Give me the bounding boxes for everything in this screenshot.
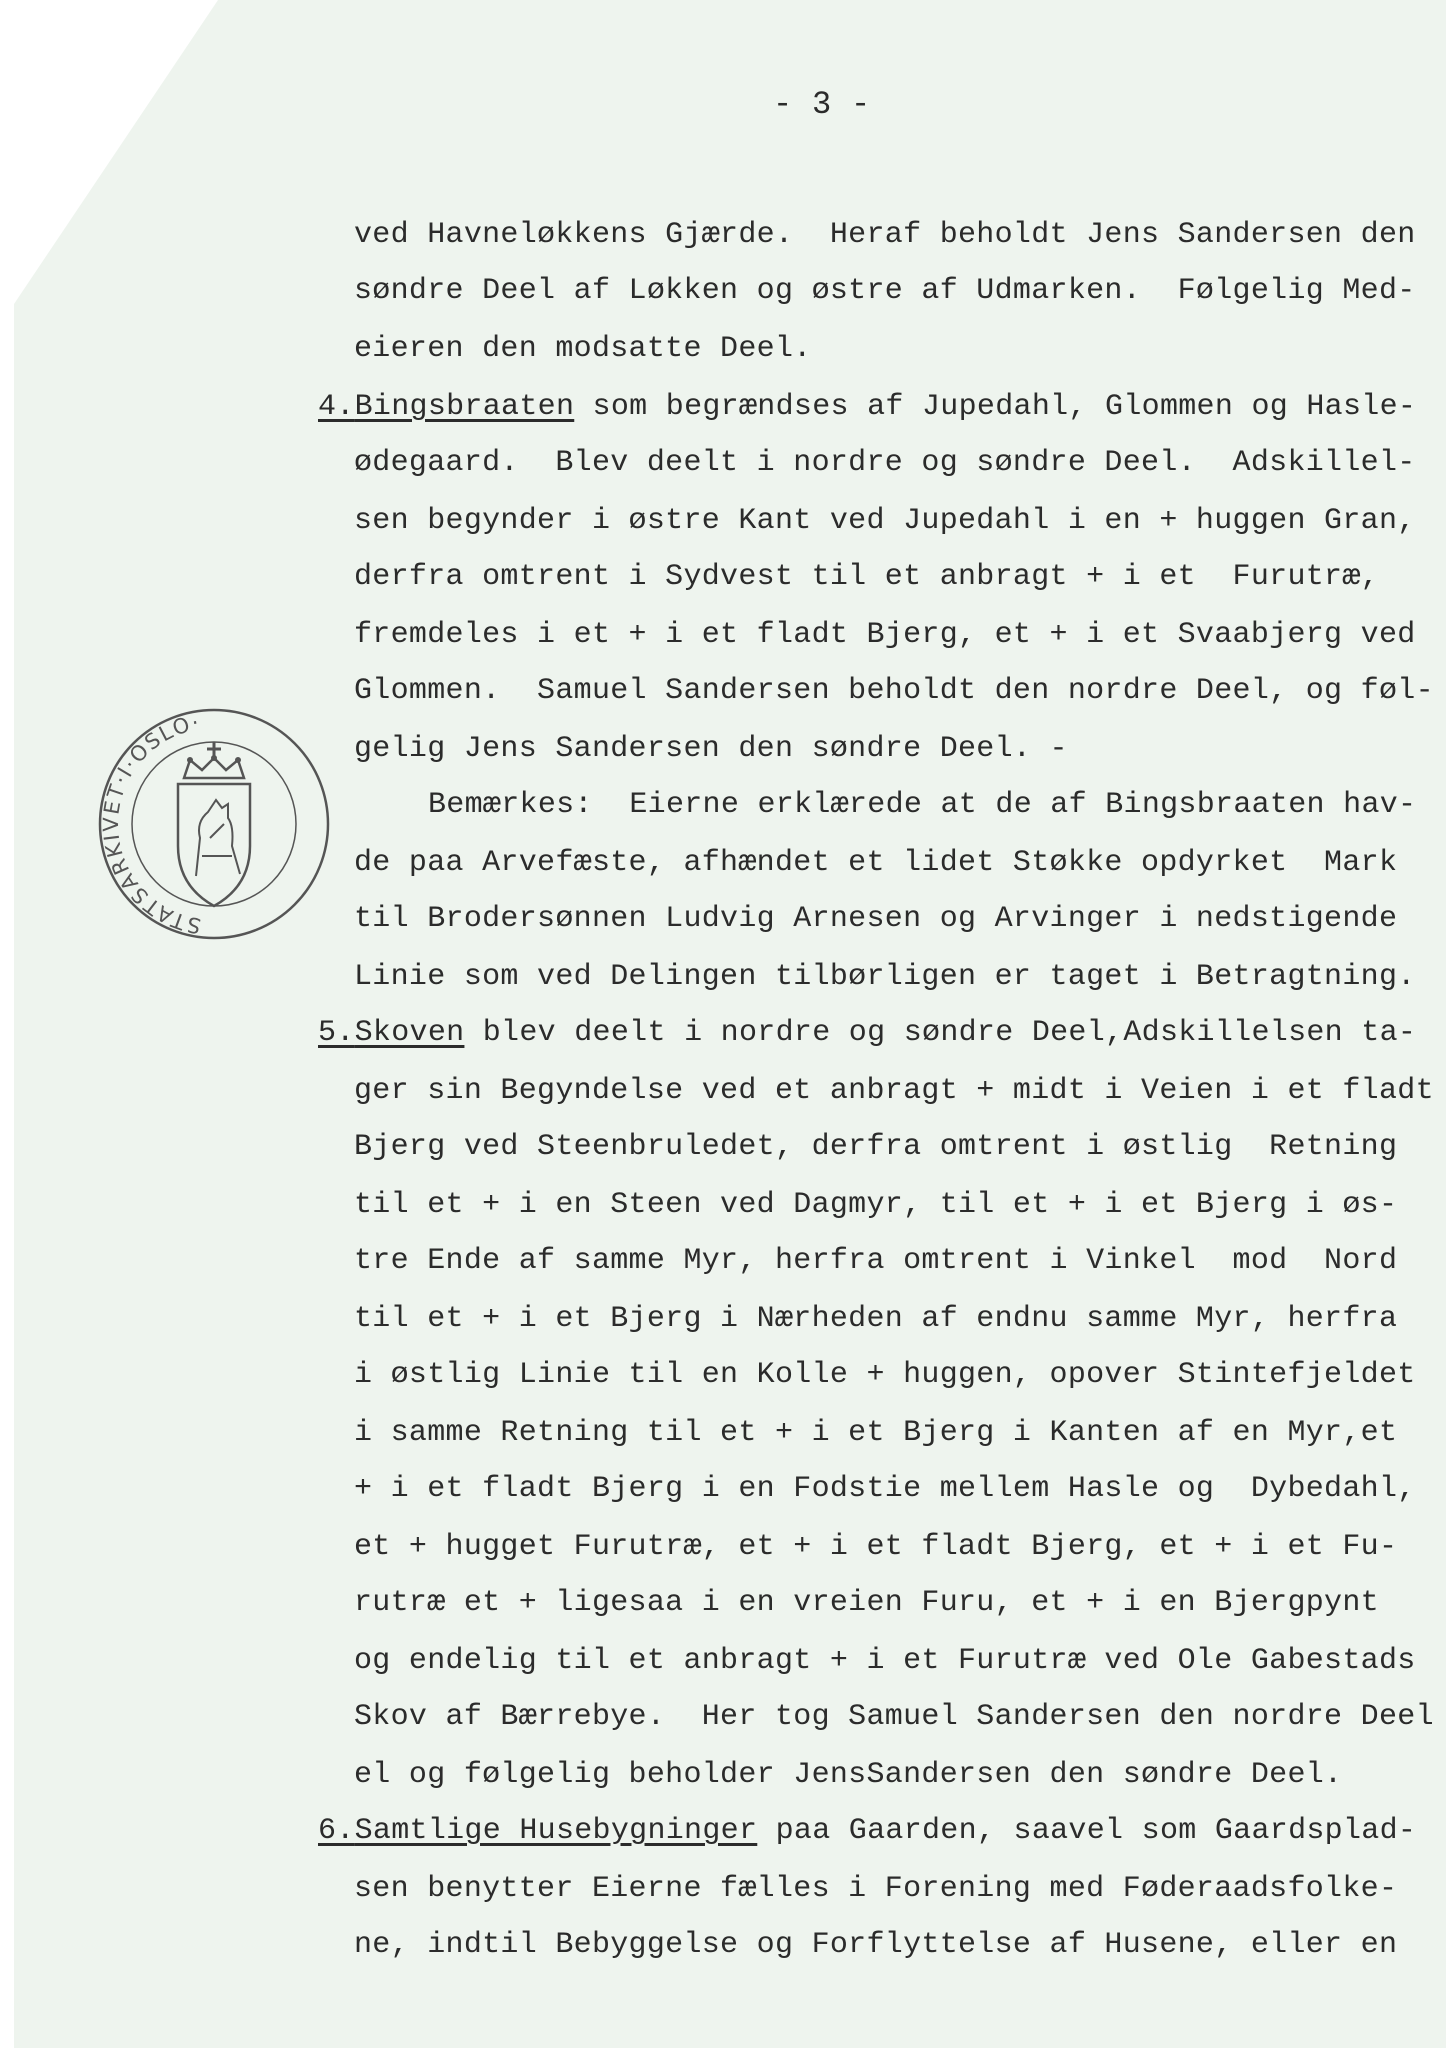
text-line: Bjerg ved Steenbruledet, derfra omtrent i østlig Retning xyxy=(354,1130,1398,1164)
section-heading: Bingsbraaten xyxy=(354,390,575,424)
text-line: til et + i et Bjerg i Nærheden af endnu samme Myr, herfra xyxy=(354,1302,1398,1336)
text-line: ødegaard. Blev deelt i nordre og søndre Deel. Adskillel- xyxy=(354,446,1416,480)
text-line: Glommen. Samuel Sandersen beholdt den nordre Deel, og føl- xyxy=(354,674,1434,708)
stamp-ring-text: STATSARKIVET·I·OSLO· xyxy=(99,709,203,939)
text-line: ger sin Begyndelse ved et anbragt + midt i Veien i et fladt xyxy=(354,1074,1434,1108)
text-line: og endelig til et anbragt + i et Furutræ ved Ole Gabestads xyxy=(354,1644,1416,1678)
text-line: Bemærkes: Eierne erklærede at de af Bingsbraaten hav- xyxy=(428,788,1417,822)
text-line xyxy=(318,390,1416,424)
archive-stamp xyxy=(96,706,332,950)
text-line: eieren den modsatte Deel. xyxy=(354,332,812,366)
text-run: som begrændses af Jupedahl, Glommen og Hasle- xyxy=(574,390,1417,424)
page-number: - 3 - xyxy=(773,86,871,123)
text-line: de paa Arvefæste, afhændet et lidet Støkke opdyrket Mark xyxy=(354,846,1398,880)
text-line: ne, indtil Bebyggelse og Forflyttelse af Husene, eller en xyxy=(354,1928,1398,1962)
text-line: i samme Retning til et + i et Bjerg i Kanten af en Myr,et xyxy=(354,1416,1398,1450)
text-run: paa Gaarden, saavel som Gaardsplad- xyxy=(757,1814,1417,1848)
text-line: + i et fladt Bjerg i en Fodstie mellem Hasle og Dybedahl, xyxy=(354,1472,1416,1506)
text-line: til Brodersønnen Ludvig Arnesen og Arvinger i nedstigende xyxy=(354,902,1398,936)
section-number: 6. xyxy=(318,1814,355,1848)
text-run: blev deelt i nordre og søndre Deel,Adskillelsen ta- xyxy=(464,1016,1417,1050)
text-line: til et + i en Steen ved Dagmyr, til et + i et Bjerg i øs- xyxy=(354,1188,1398,1222)
text-line: derfra omtrent i Sydvest til et anbragt + i et Furutræ, xyxy=(354,560,1379,594)
text-line xyxy=(318,1016,1416,1050)
text-line: i østlig Linie til en Kolle + huggen, opover Stintefjeldet xyxy=(354,1358,1416,1392)
text-line: Linie som ved Delingen tilbørligen er taget i Betragtning. xyxy=(354,960,1416,994)
section-number: 5. xyxy=(318,1016,355,1050)
lion-shield-icon xyxy=(178,742,250,906)
section-heading: Samtlige Husebygninger xyxy=(354,1814,758,1848)
text-line: Skov af Bærrebye. Her tog Samuel Sandersen den nordre Deel xyxy=(354,1700,1434,1734)
text-line: et + hugget Furutræ, et + i et fladt Bjerg, et + i et Fu- xyxy=(354,1530,1398,1564)
section-number: 4. xyxy=(318,390,355,424)
text-line: gelig Jens Sandersen den søndre Deel. - xyxy=(354,732,1068,766)
text-line: fremdeles i et + i et fladt Bjerg, et + i et Svaabjerg ved xyxy=(354,618,1416,652)
section-heading: Skoven xyxy=(354,1016,465,1050)
text-line: rutræ et + ligesaa i en vreien Furu, et + i en Bjergpynt xyxy=(354,1586,1379,1620)
text-line: sen begynder i østre Kant ved Jupedahl i en + huggen Gran, xyxy=(354,504,1416,538)
text-line: ved Havneløkkens Gjærde. Heraf beholdt Jens Sandersen den xyxy=(354,218,1416,252)
svg-text:STATSARKIVET·I·OSLO· xyxy=(99,710,203,938)
text-line: el og følgelig beholder JensSandersen den søndre Deel. xyxy=(354,1758,1343,1792)
text-line xyxy=(318,1814,1416,1848)
text-line: søndre Deel af Løkken og østre af Udmarken. Følgelig Med- xyxy=(354,274,1416,308)
text-line: tre Ende af samme Myr, herfra omtrent i Vinkel mod Nord xyxy=(354,1244,1398,1278)
text-line: sen benytter Eierne fælles i Forening med Føderaadsfolke- xyxy=(354,1872,1398,1906)
